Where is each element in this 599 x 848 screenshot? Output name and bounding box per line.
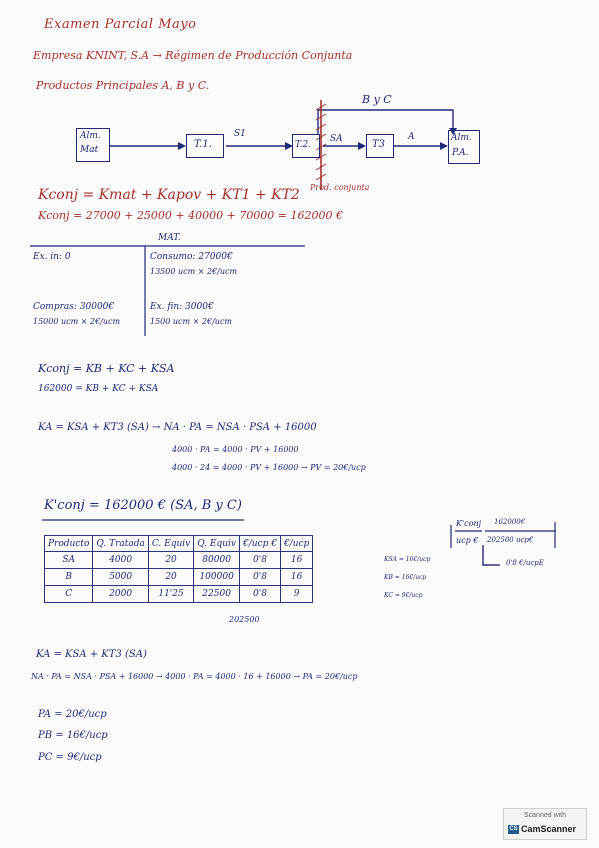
col-producto: Producto bbox=[45, 536, 93, 552]
alm-pa-label-2: P.A. bbox=[452, 148, 469, 158]
cell-eur-ucp-e: 0'8 bbox=[240, 552, 281, 569]
col-eur-ucp: €/ucp bbox=[280, 536, 312, 552]
table-total: 202500 bbox=[229, 615, 260, 624]
cell-q-equiv: 100000 bbox=[194, 569, 240, 586]
mat-consumo: Consumo: 27000€ bbox=[150, 252, 233, 262]
company-line: Empresa KNINT, S.A → Régimen de Producción Conjunta bbox=[33, 49, 353, 62]
cell-q-equiv: 22500 bbox=[194, 586, 240, 603]
t1-label: T.1. bbox=[194, 139, 212, 150]
ratio-den-right: 202500 ucp€ bbox=[487, 536, 534, 544]
ratio-result: 0'8 €/ucpE bbox=[506, 559, 544, 567]
t2-label: T.2. bbox=[295, 140, 312, 150]
cell-c-equiv: 20 bbox=[148, 552, 193, 569]
eq-kconj-sum: Kconj = KB + KC + KSA bbox=[38, 362, 175, 375]
eq-kconj-value: 162000 = KB + KC + KSA bbox=[38, 384, 159, 394]
product-table bbox=[44, 535, 313, 603]
kconj-formula: Kconj = Kmat + Kapov + KT1 + KT2 bbox=[38, 187, 300, 203]
table-row bbox=[45, 569, 313, 586]
result-pc: PC = 9€/ucp bbox=[38, 752, 102, 763]
side-label-kc: KC = 9€/ucp bbox=[384, 592, 423, 599]
eq-4000-pa: 4000 · PA = 4000 · PV + 16000 bbox=[172, 445, 299, 454]
eq-ka: KA = KSA + KT3 (SA) → NA · PA = NSA · PSA + 16000 bbox=[38, 422, 317, 433]
cell-eur-ucp: 16 bbox=[280, 552, 312, 569]
camscanner-badge bbox=[503, 808, 587, 840]
mat-compras: Compras: 30000€ bbox=[33, 302, 115, 312]
cell-q-tratada: 5000 bbox=[93, 569, 148, 586]
col-q-equiv: Q. Equiv bbox=[194, 536, 240, 552]
cell-c-equiv: 11'25 bbox=[148, 586, 193, 603]
ratio-den-left: ucp € bbox=[456, 536, 479, 545]
cell-eur-ucp-e: 0'8 bbox=[240, 569, 281, 586]
alm-mat-label-2: Mat bbox=[80, 145, 99, 155]
col-c-equiv: C. Equiv bbox=[148, 536, 193, 552]
cell-c-equiv: 20 bbox=[148, 569, 193, 586]
result-pa: PA = 20€/ucp bbox=[38, 709, 107, 720]
camscanner-brand bbox=[508, 824, 576, 834]
mat-heading: MAT. bbox=[158, 233, 181, 243]
side-label-ksa: KSA = 16€/ucp bbox=[384, 556, 431, 563]
products-line: Productos Principales A, B y C. bbox=[36, 79, 210, 92]
cell-q-tratada: 4000 bbox=[93, 552, 148, 569]
mat-ex-fin-detail: 1500 ucm × 2€/ucm bbox=[150, 317, 233, 326]
eq-ka-final: KA = KSA + KT3 (SA) bbox=[36, 649, 147, 660]
b-y-c-label: B y C bbox=[362, 93, 392, 106]
col-eur-ucp-e: €/ucp € bbox=[240, 536, 281, 552]
a-label: A bbox=[408, 132, 415, 142]
cell-q-equiv: 80000 bbox=[194, 552, 240, 569]
eq-na-pa: NA · PA = NSA · PSA + 16000 → 4000 · PA = 4000 · 16 + 16000 → PA = 20€/ucp bbox=[31, 672, 358, 681]
eq-4000-24: 4000 · 24 = 4000 · PV + 16000 → PV = 20€/ucp bbox=[172, 463, 366, 472]
sa-label: SA bbox=[330, 134, 343, 144]
prod-conjunta-label: Prod. conjunta bbox=[310, 183, 370, 192]
table-row bbox=[45, 586, 313, 603]
mat-compras-detail: 15000 ucm × 2€/ucm bbox=[33, 317, 121, 326]
cell-producto: C bbox=[45, 586, 93, 603]
cell-eur-ucp-e: 0'8 bbox=[240, 586, 281, 603]
cell-producto: B bbox=[45, 569, 93, 586]
ratio-num-left: K'conj bbox=[456, 519, 482, 528]
cell-eur-ucp: 9 bbox=[280, 586, 312, 603]
cell-eur-ucp: 16 bbox=[280, 569, 312, 586]
camscanner-logo-icon: CS bbox=[509, 826, 518, 833]
t3-label: T3 bbox=[372, 139, 386, 150]
table-header-row bbox=[45, 536, 313, 552]
kconj-prime: K'conj = 162000 € (SA, B y C) bbox=[44, 498, 242, 513]
cell-q-tratada: 2000 bbox=[93, 586, 148, 603]
side-label-kb: KB = 16€/ucp bbox=[384, 574, 427, 581]
alm-mat-label-1: Alm. bbox=[80, 131, 101, 141]
alm-pa-label-1: Alm. bbox=[451, 133, 472, 143]
ratio-num-right: 162000€ bbox=[494, 518, 526, 526]
kconj-values: Kconj = 27000 + 25000 + 40000 + 70000 = 162000 € bbox=[38, 209, 344, 222]
mat-ex-ini: Ex. in: 0 bbox=[33, 252, 71, 262]
exam-title: Examen Parcial Mayo bbox=[44, 17, 197, 32]
mat-ex-fin: Ex. fin: 3000€ bbox=[150, 302, 214, 312]
scanned-with-text: Scanned with bbox=[523, 812, 567, 819]
mat-consumo-detail: 13500 ucm × 2€/ucm bbox=[150, 267, 238, 276]
camscanner-name: CamScanner bbox=[521, 824, 577, 834]
col-q-tratada: Q. Tratada bbox=[93, 536, 148, 552]
s1-label: S1 bbox=[234, 129, 246, 139]
cell-producto: SA bbox=[45, 552, 93, 569]
result-pb: PB = 16€/ucp bbox=[38, 730, 108, 741]
table-row bbox=[45, 552, 313, 569]
